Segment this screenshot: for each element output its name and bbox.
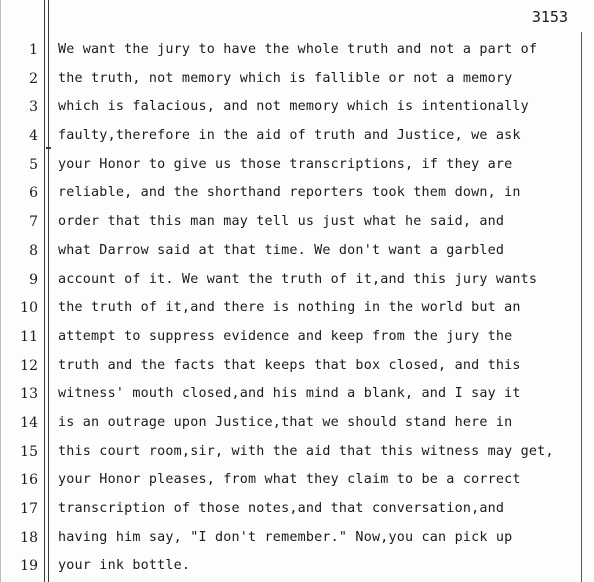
line-text: this court room,sir, with the aid that this witness may get,	[58, 443, 554, 459]
transcript-line	[0, 466, 594, 495]
line-text: transcription of those notes,and that conversation,and	[58, 501, 505, 516]
transcript-line	[0, 323, 594, 352]
transcript-line	[0, 179, 594, 208]
transcript-line	[0, 208, 594, 237]
line-number: 2	[29, 70, 38, 87]
transcript-line	[0, 237, 594, 266]
line-text: what Darrow said at that time. We don't want a garbled	[58, 242, 505, 258]
line-number: 13	[20, 386, 38, 403]
line-number: 14	[20, 414, 38, 431]
line-text: reliable, and the shorthand reporters took them down, in	[58, 185, 521, 201]
line-text: account of it. We want the truth of it,and this jury wants	[58, 271, 538, 287]
line-text: is an outrage upon Justice,that we should stand here in	[58, 414, 513, 430]
line-number: 1	[29, 42, 38, 58]
line-text: which is falacious, and not memory which is intentionally	[58, 99, 529, 115]
line-text: the truth, not memory which is fallible or not a memory	[58, 70, 513, 86]
line-number: 16	[20, 472, 38, 489]
transcript-line	[0, 552, 594, 581]
line-text: truth and the facts that keeps that box closed, and this	[58, 357, 521, 373]
line-number: 6	[29, 185, 38, 202]
transcript-line	[0, 266, 594, 295]
line-text: attempt to suppress evidence and keep from the jury the	[58, 328, 513, 344]
transcript-line	[0, 409, 594, 438]
line-number: 17	[20, 501, 38, 517]
line-number: 8	[29, 242, 38, 259]
transcript-line	[0, 524, 594, 553]
line-number: 3	[29, 99, 38, 116]
line-number: 15	[20, 443, 38, 460]
line-text: the truth of it,and there is nothing in the world but an	[58, 300, 521, 316]
line-number: 7	[29, 214, 38, 231]
line-number: 4	[29, 128, 38, 145]
transcript-line	[0, 352, 594, 381]
page-number: 3153	[531, 8, 568, 26]
line-number: 19	[20, 558, 38, 575]
transcript-line	[0, 151, 594, 180]
line-text: having him say, "I don't remember." Now,you can pick up	[58, 529, 513, 545]
transcript-line	[0, 122, 594, 151]
transcript-line	[0, 380, 594, 409]
line-number: 5	[29, 156, 38, 173]
line-text: your Honor to give us those transcriptions, if they are	[58, 156, 513, 172]
line-text: witness' mouth closed,and his mind a blank, and I say it	[58, 386, 521, 402]
transcript-line	[0, 294, 594, 323]
line-text: order that this man may tell us just what he said, and	[58, 214, 505, 230]
transcript-line	[0, 438, 594, 467]
transcript-line	[0, 93, 594, 122]
transcript-line	[0, 495, 594, 524]
line-number: 11	[20, 328, 38, 345]
line-number: 18	[20, 529, 38, 546]
line-number: 12	[20, 357, 38, 374]
transcript-line	[0, 65, 594, 94]
line-number: 10	[20, 300, 38, 317]
line-text: your ink bottle.	[58, 558, 191, 574]
line-text: We want the jury to have the whole truth and not a part of	[58, 42, 538, 57]
line-text: faulty,therefore in the aid of truth and Justice, we ask	[58, 128, 521, 144]
line-text: your Honor pleases, from what they claim to be a correct	[58, 472, 521, 488]
transcript-line	[0, 36, 594, 65]
line-number: 9	[29, 271, 38, 288]
transcript-lines	[0, 36, 594, 581]
